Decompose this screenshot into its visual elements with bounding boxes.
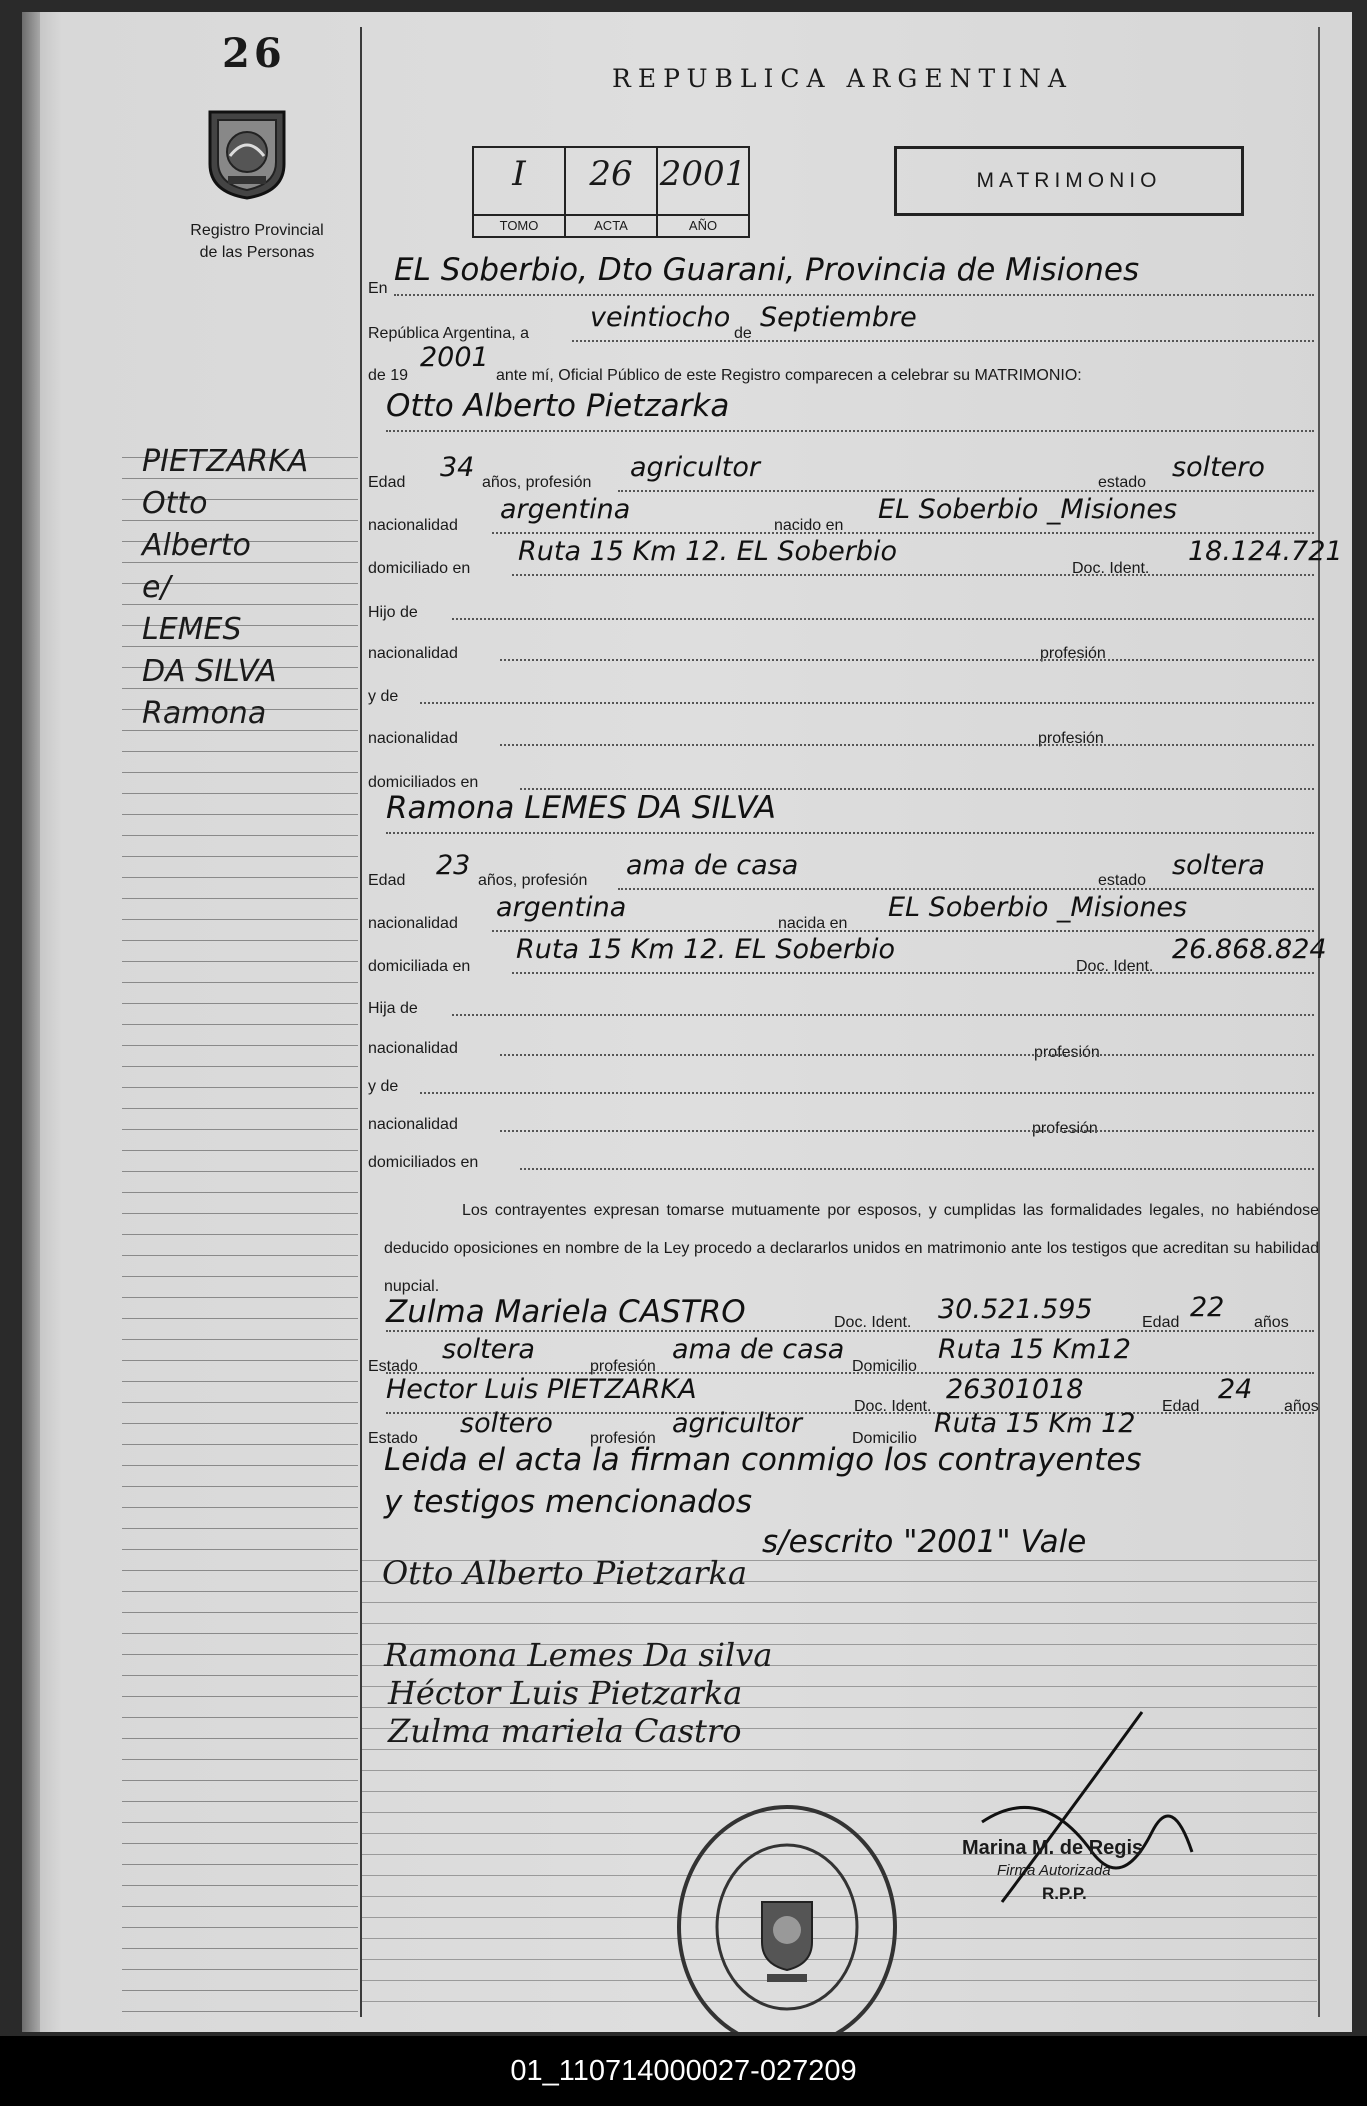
field-line	[618, 888, 1314, 890]
officer-organization: R.P.P.	[1042, 1884, 1087, 1903]
bride-address-label: domiciliada en	[368, 958, 471, 975]
ceremony-month: Septiembre	[760, 302, 917, 333]
marriage-declaration	[384, 1192, 1319, 1306]
field-line	[492, 532, 1314, 534]
groom-mother-label: y de	[368, 688, 399, 705]
reference-box	[472, 146, 750, 238]
page-number: 26	[222, 30, 286, 77]
margin-rule	[122, 1759, 358, 1760]
correction-note: s/escrito "2001" Vale	[762, 1524, 1087, 1560]
margin-rule	[122, 1633, 358, 1634]
margin-rule	[122, 1864, 358, 1865]
groom-father-profession-label: profesión	[1040, 645, 1106, 662]
right-border	[1318, 27, 1320, 2017]
margin-rule	[122, 1486, 358, 1487]
margin-rule	[122, 1213, 358, 1214]
margin-rule	[122, 940, 358, 941]
registry-name-line1: Registro Provincial	[190, 222, 324, 239]
margin-note-line: Ramona	[142, 696, 267, 731]
margin-rule	[122, 1675, 358, 1676]
margin-rule	[122, 1381, 358, 1382]
bride-age: 23	[436, 850, 471, 881]
witness2-age: 24	[1218, 1374, 1253, 1405]
bride-mother-nationality-label: nacionalidad	[368, 1116, 458, 1133]
official-seal-stamp	[672, 1802, 902, 2032]
acta-label: ACTA	[566, 214, 656, 236]
bride-mother-profession-label: profesión	[1032, 1120, 1098, 1137]
field-line	[394, 294, 1314, 296]
margin-rule	[122, 814, 358, 815]
document-id-footer: 01_110714000027-027209	[0, 2036, 1367, 2106]
margin-rule	[122, 1948, 358, 1949]
margin-rule	[122, 1570, 358, 1571]
bride-nationality: argentina	[496, 892, 627, 923]
bride-nationality-label: nacionalidad	[368, 915, 458, 932]
margin-rule	[122, 1255, 358, 1256]
margin-rule	[122, 1066, 358, 1067]
field-line	[520, 1168, 1314, 1170]
de-label: de	[734, 325, 752, 342]
margin-rule	[122, 772, 358, 773]
bride-father-label: Hija de	[368, 1000, 418, 1017]
field-line	[420, 1092, 1314, 1094]
body-rule	[362, 1602, 1317, 1603]
margin-rule	[122, 1528, 358, 1529]
bride-birthplace-label: nacida en	[778, 915, 848, 932]
field-line	[386, 1330, 1314, 1332]
field-line	[386, 430, 1314, 432]
witness2-profession-label: profesión	[590, 1430, 656, 1447]
witness2-signature: Héctor Luis Pietzarka	[388, 1674, 743, 1712]
book-spine	[22, 12, 40, 2032]
registry-name	[172, 220, 342, 264]
margin-rule	[122, 919, 358, 920]
republic-label: República Argentina, a	[368, 325, 529, 342]
margin-rule	[122, 793, 358, 794]
bride-civil-status: soltera	[1172, 850, 1265, 881]
witness2-doc-number: 26301018	[946, 1374, 1084, 1405]
field-line	[512, 972, 1314, 974]
margin-rule	[122, 1738, 358, 1739]
provincial-coat-of-arms-icon	[200, 104, 294, 207]
field-line	[452, 618, 1314, 620]
document-type-box: MATRIMONIO	[894, 146, 1244, 216]
groom-nationality: argentina	[500, 494, 631, 525]
ano-value: 2001	[659, 154, 747, 194]
groom-parents-address-label: domiciliados en	[368, 774, 479, 791]
witness2-civil-status: soltero	[460, 1408, 553, 1439]
field-line	[386, 832, 1314, 834]
document-page	[22, 12, 1352, 2032]
ceremony-place: EL Soberbio, Dto Guarani, Provincia de Misiones	[394, 252, 1140, 288]
margin-rule	[122, 835, 358, 836]
witness1-name: Zulma Mariela CASTRO	[386, 1294, 746, 1330]
groom-doc-label: Doc. Ident.	[1072, 560, 1150, 577]
groom-doc-number: 18.124.721	[1188, 536, 1343, 567]
groom-mother-nationality-label: nacionalidad	[368, 730, 458, 747]
groom-profession-label: años, profesión	[482, 474, 592, 491]
margin-rule	[122, 1780, 358, 1781]
margin-rule	[122, 961, 358, 962]
groom-profession: agricultor	[630, 452, 760, 483]
margin-note-line: DA SILVA	[142, 654, 277, 689]
bride-signature: Ramona Lemes Da silva	[384, 1636, 773, 1674]
officer-name: Marina M. de Regis	[962, 1837, 1144, 1859]
margin-rule	[122, 1843, 358, 1844]
bride-father-nationality-label: nacionalidad	[368, 1040, 458, 1057]
margin-rule	[122, 1969, 358, 1970]
margin-note-line: Alberto	[142, 528, 251, 563]
ano-cell	[658, 148, 748, 236]
field-line	[572, 340, 1314, 342]
witness1-years-label: años	[1254, 1314, 1289, 1331]
field-line	[492, 930, 1314, 932]
bride-age-label: Edad	[368, 872, 406, 889]
margin-rule	[122, 1045, 358, 1046]
groom-signature: Otto Alberto Pietzarka	[382, 1554, 748, 1592]
witness1-civil-status: soltera	[442, 1334, 535, 1365]
margin-rule	[122, 877, 358, 878]
margin-rule	[122, 1171, 358, 1172]
bride-doc-number: 26.868.824	[1172, 934, 1327, 965]
appearance-statement: ante mí, Oficial Público de este Registro comparecen a celebrar su MATRIMONIO:	[496, 367, 1082, 384]
witness1-status-label: Estado	[368, 1358, 418, 1375]
margin-rule	[122, 1885, 358, 1886]
country-title: REPUBLICA ARGENTINA	[612, 64, 1073, 93]
witness2-doc-label: Doc. Ident.	[854, 1398, 932, 1415]
field-line	[500, 1054, 1314, 1056]
groom-status-label: estado	[1098, 474, 1147, 491]
bride-parents-address-label: domiciliados en	[368, 1154, 479, 1171]
margin-note-line: LEMES	[142, 612, 242, 647]
bride-doc-label: Doc. Ident.	[1076, 958, 1154, 975]
bride-birthplace: EL Soberbio _Misiones	[888, 892, 1188, 923]
groom-birthplace: EL Soberbio _Misiones	[878, 494, 1178, 525]
field-line	[512, 574, 1314, 576]
witness1-address-label: Domicilio	[852, 1358, 917, 1375]
groom-mother-profession-label: profesión	[1038, 730, 1104, 747]
groom-address: Ruta 15 Km 12. EL Soberbio	[518, 536, 897, 567]
closing-line-1: Leida el acta la firman conmigo los contrayentes	[384, 1442, 1142, 1478]
bride-father-profession-label: profesión	[1034, 1044, 1100, 1061]
acta-cell	[566, 148, 658, 236]
margin-rule	[122, 1591, 358, 1592]
margin-rule	[122, 1276, 358, 1277]
margin-rule	[122, 1822, 358, 1823]
en-label: En	[368, 280, 388, 297]
bride-status-label: estado	[1098, 872, 1147, 889]
witness2-years-label: años	[1284, 1398, 1319, 1415]
groom-father-nationality-label: nacionalidad	[368, 645, 458, 662]
field-line	[500, 1130, 1314, 1132]
margin-rule	[122, 982, 358, 983]
ceremony-year: 2001	[420, 342, 489, 373]
witness1-profession-label: profesión	[590, 1358, 656, 1375]
witness1-age-label: Edad	[1142, 1314, 1180, 1331]
margin-rule	[122, 1003, 358, 1004]
margin-rule	[122, 1927, 358, 1928]
body-rule	[362, 1623, 1317, 1624]
registry-name-line2: de las Personas	[199, 244, 315, 261]
bride-name: Ramona LEMES DA SILVA	[386, 790, 776, 826]
witness1-address: Ruta 15 Km12	[938, 1334, 1131, 1365]
witness2-age-label: Edad	[1162, 1398, 1200, 1415]
witness2-profession: agricultor	[672, 1408, 802, 1439]
groom-age: 34	[440, 452, 475, 483]
witness2-address-label: Domicilio	[852, 1430, 917, 1447]
margin-rule	[122, 2011, 358, 2012]
margin-note-line: PIETZARKA	[142, 444, 309, 479]
closing-line-2: y testigos mencionados	[384, 1484, 752, 1520]
groom-civil-status: soltero	[1172, 452, 1265, 483]
margin-rule	[122, 1402, 358, 1403]
margin-rule	[122, 1990, 358, 1991]
witness1-signature: Zulma mariela Castro	[388, 1712, 742, 1750]
margin-rule	[122, 1360, 358, 1361]
witness2-name: Hector Luis PIETZARKA	[386, 1374, 697, 1405]
margin-rule	[122, 1423, 358, 1424]
margin-rule	[122, 1150, 358, 1151]
margin-rule	[122, 1696, 358, 1697]
witness1-doc-number: 30.521.595	[938, 1294, 1093, 1325]
margin-rule	[122, 1087, 358, 1088]
margin-rule	[122, 856, 358, 857]
bride-profession: ama de casa	[626, 850, 799, 881]
bride-mother-label: y de	[368, 1078, 399, 1095]
margin-rule	[122, 1234, 358, 1235]
margin-rule	[122, 1906, 358, 1907]
groom-nationality-label: nacionalidad	[368, 517, 458, 534]
ceremony-day: veintiocho	[590, 302, 731, 333]
margin-rule	[122, 1339, 358, 1340]
year-prefix-label: de 19	[368, 367, 409, 384]
witness2-address: Ruta 15 Km 12	[934, 1408, 1136, 1439]
acta-value: 26	[589, 154, 633, 194]
field-line	[500, 659, 1314, 661]
witness1-profession: ama de casa	[672, 1334, 845, 1365]
groom-name: Otto Alberto Pietzarka	[386, 388, 730, 424]
margin-rule	[122, 1129, 358, 1130]
margin-rule	[122, 1549, 358, 1550]
margin-rule	[122, 1108, 358, 1109]
witness2-status-label: Estado	[368, 1430, 418, 1447]
margin-note-line: e/	[142, 570, 171, 605]
ano-label: AÑO	[658, 214, 748, 236]
field-line	[618, 490, 1314, 492]
margin-note-line: Otto	[142, 486, 208, 521]
witness1-age: 22	[1190, 1292, 1225, 1323]
groom-father-label: Hijo de	[368, 604, 418, 621]
witness1-doc-label: Doc. Ident.	[834, 1314, 912, 1331]
field-line	[452, 1014, 1314, 1016]
margin-rule	[122, 1297, 358, 1298]
margin-rule	[122, 1318, 358, 1319]
margin-rule	[122, 751, 358, 752]
field-line	[500, 744, 1314, 746]
field-line	[420, 702, 1314, 704]
margin-rule	[122, 1507, 358, 1508]
margin-rule	[122, 1444, 358, 1445]
groom-age-label: Edad	[368, 474, 406, 491]
margin-rule	[122, 1192, 358, 1193]
margin-rule	[122, 1024, 358, 1025]
margin-rule	[122, 1612, 358, 1613]
declaration-text: Los contrayentes expresan tomarse mutuamente por esposos, y cumplidas las formalidades legales, no habiéndose deducido oposiciones en nombre de la Ley procedo a declararlos unidos en matrimonio ante los testigos que acreditan su habilidad nupcial.	[384, 1202, 1319, 1295]
officer-role: Firma Autorizada	[997, 1862, 1111, 1879]
groom-address-label: domiciliado en	[368, 560, 471, 577]
margin-rule	[122, 1717, 358, 1718]
margin-rule	[122, 1465, 358, 1466]
tomo-cell	[474, 148, 566, 236]
column-divider	[360, 27, 362, 2017]
bride-profession-label: años, profesión	[478, 872, 588, 889]
margin-rule	[122, 1654, 358, 1655]
margin-rule	[122, 898, 358, 899]
margin-rule	[122, 1801, 358, 1802]
groom-birthplace-label: nacido en	[774, 517, 844, 534]
bride-address: Ruta 15 Km 12. EL Soberbio	[516, 934, 895, 965]
tomo-label: TOMO	[474, 214, 564, 236]
tomo-value: I	[512, 154, 526, 194]
